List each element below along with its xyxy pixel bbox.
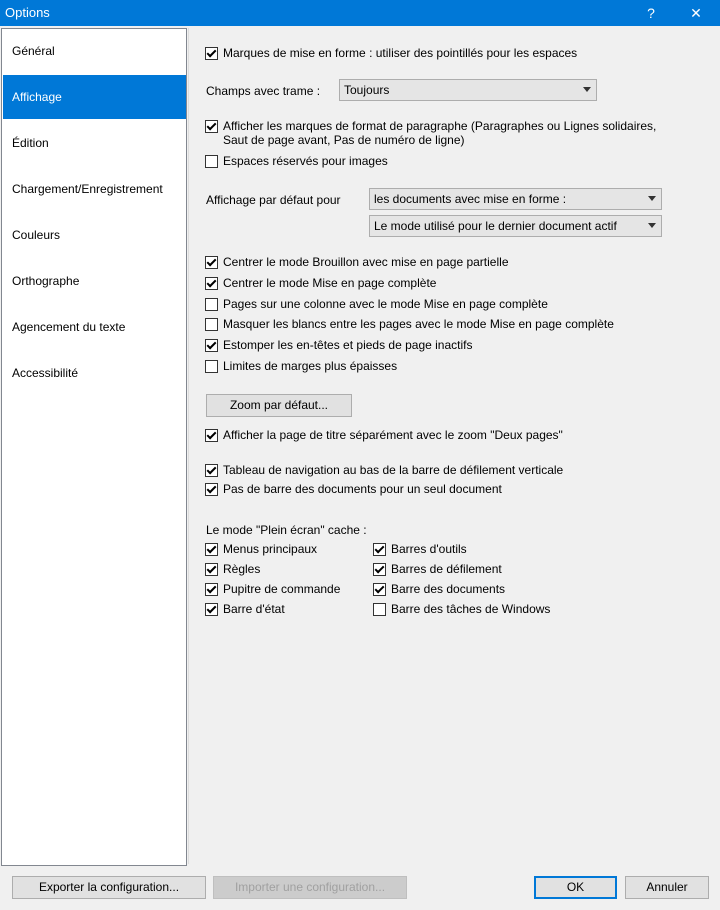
checkbox-label: Limites de marges plus épaisses	[223, 359, 398, 373]
title-page-checkbox[interactable]	[205, 428, 563, 442]
checkbox-label: Tableau de navigation au bas de la barre de défilement verticale	[223, 463, 564, 477]
sidebar-item-orthographe[interactable]: Orthographe	[12, 274, 80, 288]
paragraph-marks-checkbox[interactable]	[205, 119, 656, 147]
label-line-2: Saut de page avant, Pas de numéro de ligne)	[223, 133, 465, 147]
sidebar-item-accessibilite[interactable]: Accessibilité	[12, 366, 79, 380]
checkbox-label: Barres de défilement	[391, 562, 502, 576]
checkbox-label: Barre d'état	[223, 602, 285, 616]
fs-status-bar-checkbox[interactable]	[205, 602, 285, 616]
checkbox-box[interactable]	[205, 603, 218, 616]
default-view-label: Affichage par défaut pour	[206, 193, 341, 207]
checkbox-box[interactable]	[205, 298, 218, 311]
checkbox-box[interactable]	[205, 120, 218, 133]
checkbox-label: Marques de mise en forme : utiliser des pointillés pour les espaces	[223, 46, 578, 60]
navigation-checkbox[interactable]	[205, 463, 563, 477]
default-zoom-button[interactable]: Zoom par défaut...	[206, 394, 352, 417]
checkbox-box[interactable]	[205, 429, 218, 442]
checkbox-box[interactable]	[373, 583, 386, 596]
checkbox-box[interactable]	[373, 543, 386, 556]
checkbox-box[interactable]	[205, 277, 218, 290]
checkbox-box[interactable]	[205, 583, 218, 596]
shading-label: Champs avec trame :	[206, 84, 321, 98]
no-doc-bar-checkbox[interactable]	[205, 482, 502, 496]
checkbox-box[interactable]	[205, 256, 218, 269]
cancel-button[interactable]: Annuler	[625, 876, 709, 899]
default-view-doc-select[interactable]	[369, 188, 662, 210]
export-config-button[interactable]: Exporter la configuration...	[12, 876, 206, 899]
fullscreen-label: Le mode "Plein écran" cache :	[206, 523, 367, 537]
format-marks-checkbox[interactable]	[205, 46, 577, 60]
help-button[interactable]: ?	[647, 5, 655, 21]
checkbox-label: Barres d'outils	[391, 542, 467, 556]
checkbox-box[interactable]	[205, 339, 218, 352]
options-panel	[188, 28, 720, 864]
checkbox-box[interactable]	[205, 543, 218, 556]
checkbox-label: Menus principaux	[223, 542, 318, 556]
checkbox-label	[223, 119, 656, 147]
title-bar	[0, 0, 720, 26]
window-title: Options	[5, 5, 50, 20]
chevron-down-icon	[648, 223, 656, 228]
checkbox-box[interactable]	[373, 563, 386, 576]
close-button[interactable]: ✕	[690, 5, 702, 21]
thick-margins-checkbox[interactable]	[205, 359, 397, 373]
checkbox-label: Centrer le mode Mise en page complète	[223, 276, 437, 290]
checkbox-box[interactable]	[205, 155, 218, 168]
center-layout-checkbox[interactable]	[205, 276, 436, 290]
checkbox-label: Règles	[223, 562, 261, 576]
hide-whitespace-checkbox[interactable]	[205, 317, 614, 331]
select-value: les documents avec mise en forme :	[374, 192, 567, 206]
center-draft-checkbox[interactable]	[205, 255, 509, 269]
sidebar-item-agencement[interactable]: Agencement du texte	[12, 320, 126, 334]
checkbox-box[interactable]	[205, 563, 218, 576]
select-value: Toujours	[344, 83, 390, 97]
fs-rulers-checkbox[interactable]	[205, 562, 260, 576]
checkbox-label: Pas de barre des documents pour un seul document	[223, 482, 502, 496]
import-config-button[interactable]: Importer une configuration...	[213, 876, 407, 899]
label-line-1: Afficher les marques de format de paragraphe (Paragraphes ou Lignes solidaires,	[223, 119, 657, 133]
image-placeholders-checkbox[interactable]	[205, 154, 388, 168]
fs-main-menus-checkbox[interactable]	[205, 542, 317, 556]
sidebar-item-chargement[interactable]: Chargement/Enregistrement	[12, 182, 163, 196]
chevron-down-icon	[648, 196, 656, 201]
fs-control-panel-checkbox[interactable]	[205, 582, 340, 596]
single-column-checkbox[interactable]	[205, 297, 548, 311]
checkbox-box[interactable]	[205, 47, 218, 60]
fade-headers-checkbox[interactable]	[205, 338, 472, 352]
checkbox-box[interactable]	[205, 464, 218, 477]
select-value: Le mode utilisé pour le dernier document actif	[374, 219, 617, 233]
sidebar-item-affichage[interactable]: Affichage	[3, 75, 186, 119]
checkbox-label: Centrer le mode Brouillon avec mise en page partielle	[223, 255, 509, 269]
checkbox-label: Barre des tâches de Windows	[391, 602, 551, 616]
checkbox-label: Pages sur une colonne avec le mode Mise en page complète	[223, 297, 548, 311]
shading-select[interactable]	[339, 79, 597, 101]
fs-scrollbars-checkbox[interactable]	[373, 562, 502, 576]
sidebar-item-couleurs[interactable]: Couleurs	[12, 228, 61, 242]
checkbox-label: Pupitre de commande	[223, 582, 341, 596]
checkbox-label: Espaces réservés pour images	[223, 154, 388, 168]
checkbox-label: Masquer les blancs entre les pages avec le mode Mise en page complète	[223, 317, 614, 331]
ok-button[interactable]: OK	[534, 876, 617, 899]
fs-document-bar-checkbox[interactable]	[373, 582, 505, 596]
default-view-mode-select[interactable]	[369, 215, 662, 237]
sidebar-item-general[interactable]: Général	[12, 44, 55, 58]
checkbox-box[interactable]	[373, 603, 386, 616]
checkbox-box[interactable]	[205, 360, 218, 373]
checkbox-box[interactable]	[205, 318, 218, 331]
chevron-down-icon	[583, 87, 591, 92]
sidebar-item-edition[interactable]: Édition	[12, 136, 49, 150]
checkbox-label: Estomper les en-têtes et pieds de page inactifs	[223, 338, 473, 352]
fs-taskbar-checkbox[interactable]	[373, 602, 550, 616]
checkbox-label: Barre des documents	[391, 582, 506, 596]
category-list	[1, 28, 187, 866]
checkbox-box[interactable]	[205, 483, 218, 496]
fs-toolbars-checkbox[interactable]	[373, 542, 467, 556]
checkbox-label: Afficher la page de titre séparément avec le zoom "Deux pages"	[223, 428, 563, 442]
